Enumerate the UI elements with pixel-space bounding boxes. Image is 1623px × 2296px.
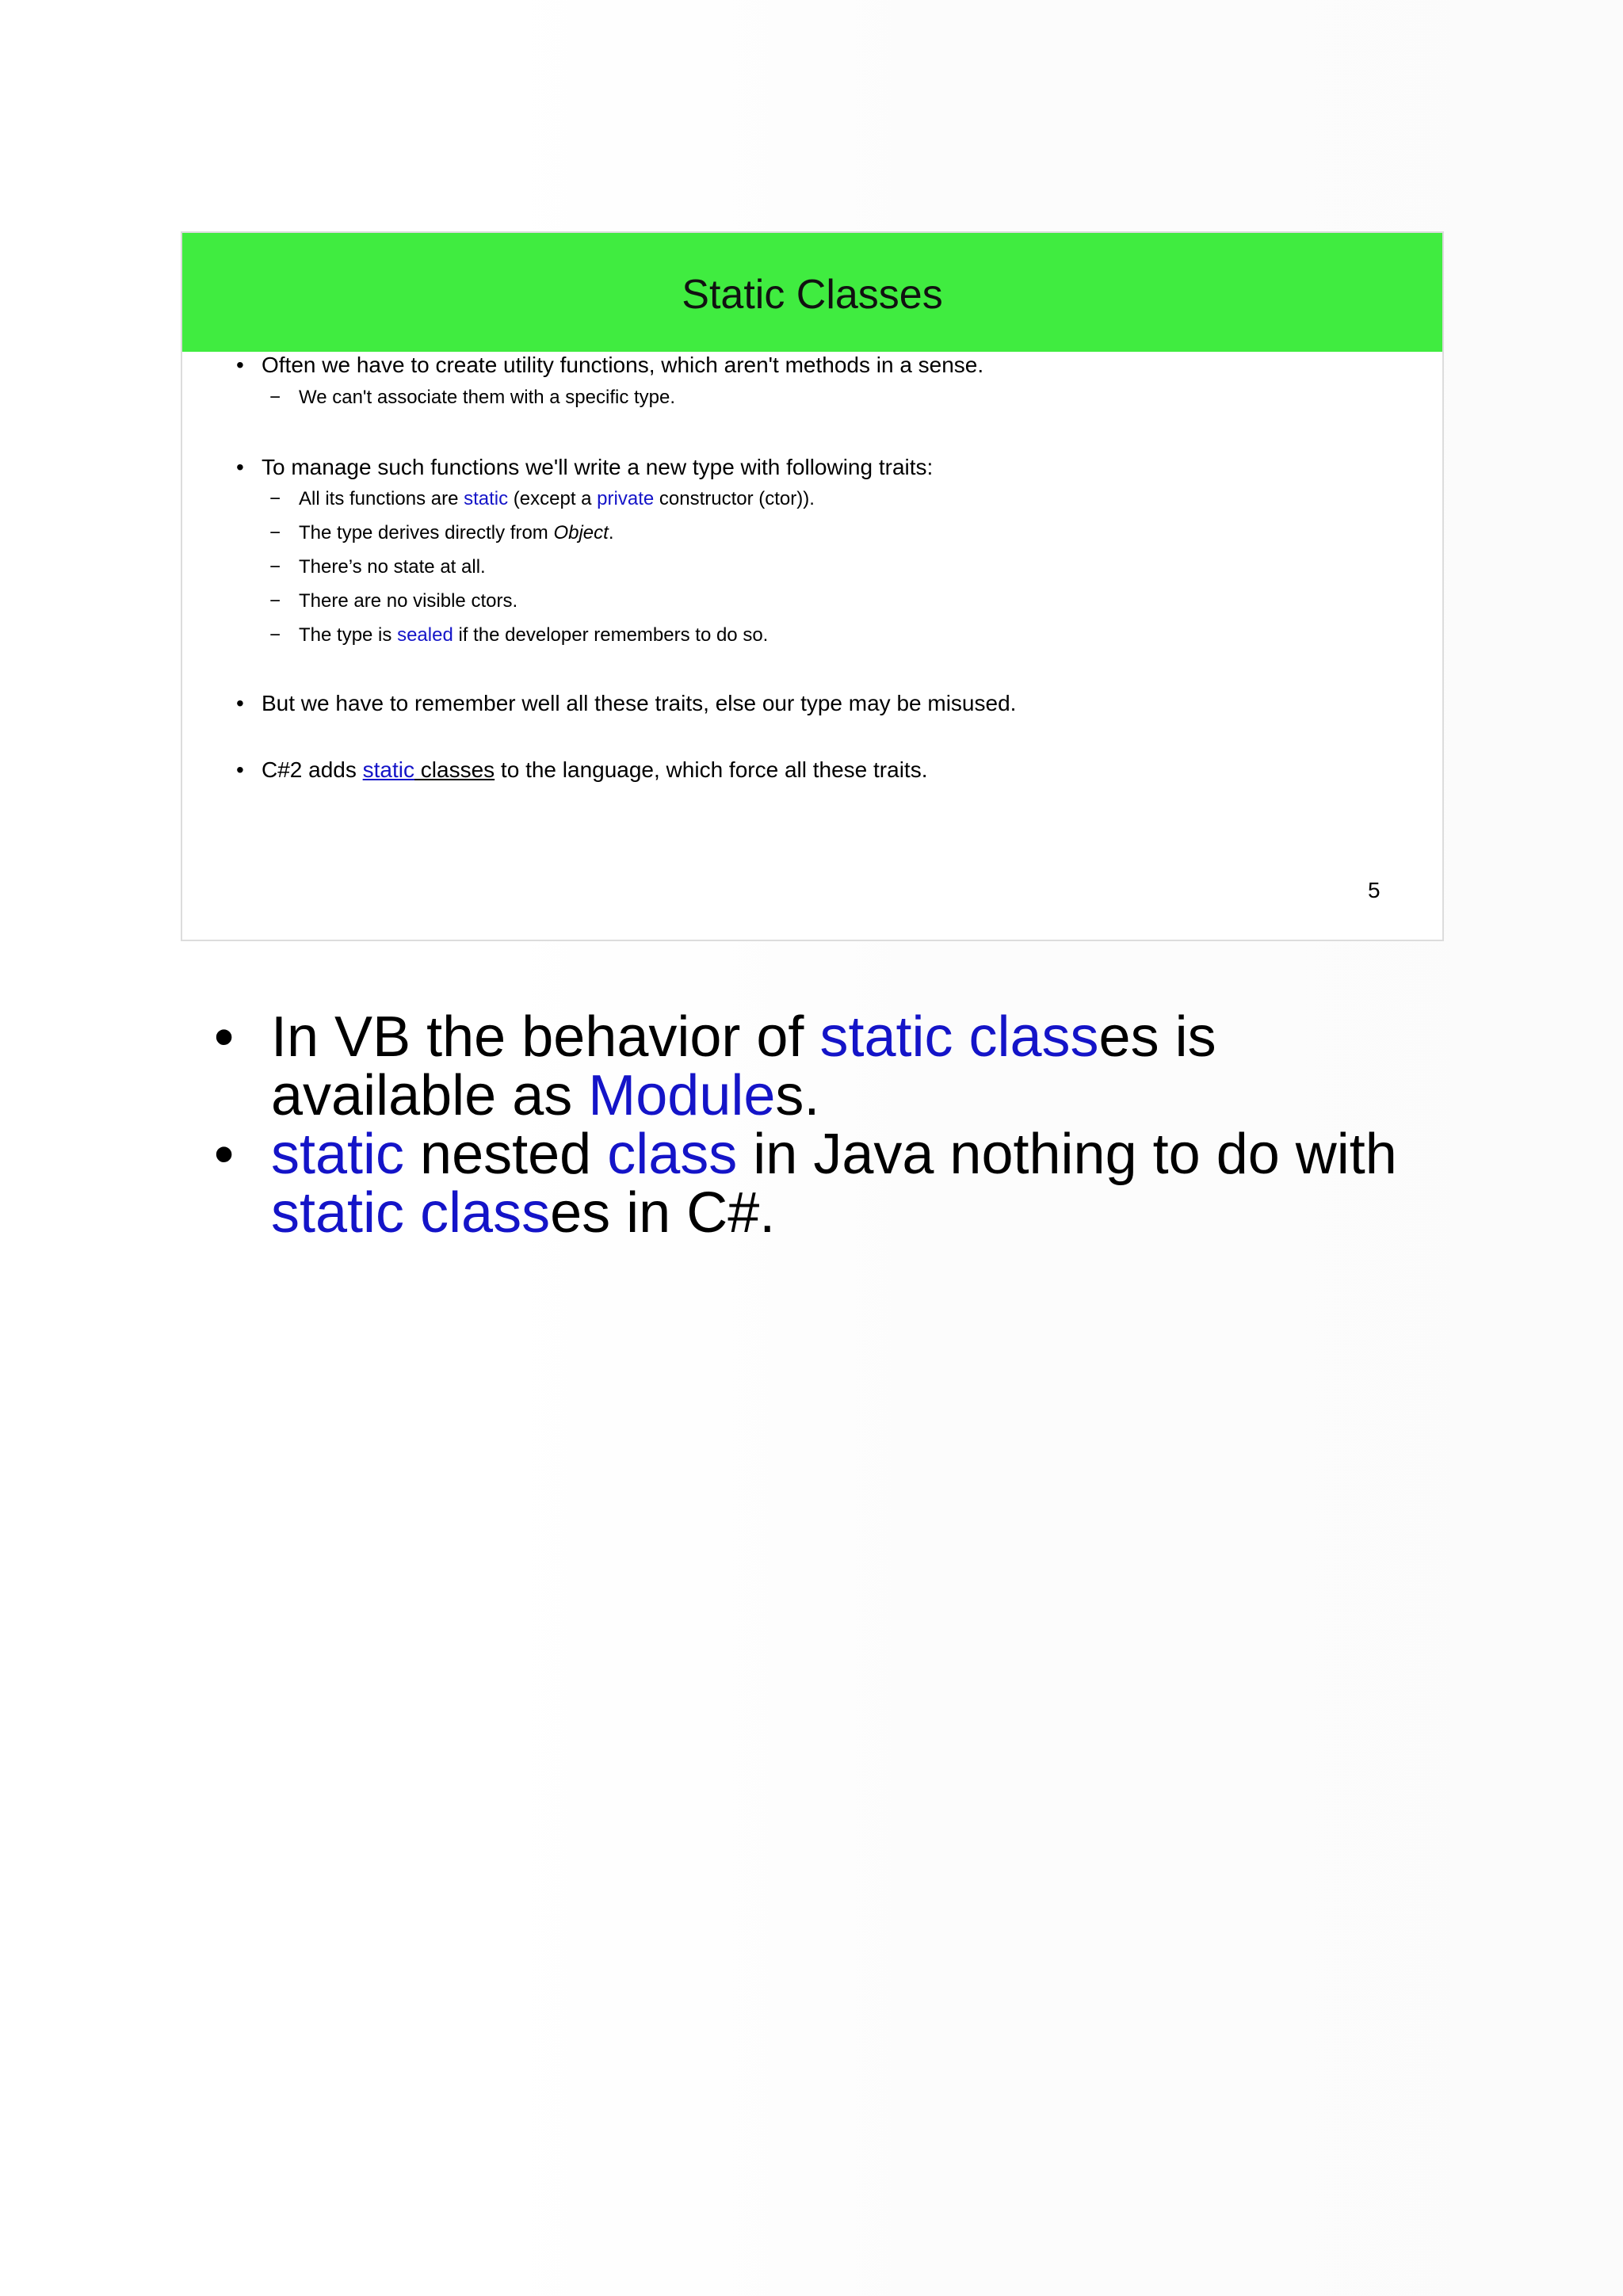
keyword-static: static [819,1005,953,1069]
bullet-icon: • [236,757,244,782]
sub-bullet-item [269,522,614,543]
bullet-icon: • [236,455,244,479]
bullet-icon: • [214,1123,235,1186]
keyword-private: private [597,488,655,509]
sub-bullet-item [269,387,676,408]
sub-bullet-text: There’s no state at all. [299,556,486,578]
slide-title: Static Classes [682,272,943,318]
speaker-notes [214,1005,1450,1245]
bullet-text: to the language, which force all these traits. [495,757,928,782]
dash-icon: − [269,556,281,578]
sub-bullet-text: if the developer remembers to do so. [453,624,769,646]
static-link[interactable]: static [362,757,414,782]
dash-icon: − [269,590,281,612]
bullet-item [236,757,928,782]
note-text: nested [404,1123,608,1186]
sub-bullet-item [269,590,518,612]
sub-bullet-text: (except a [508,488,598,509]
classes-link[interactable]: classes [414,757,495,782]
bullet-text: Often we have to create utility functions, which aren't methods in a sense. [262,353,984,377]
bullet-icon: • [214,1005,235,1069]
bullet-icon: • [236,691,244,715]
bullet-item [236,455,934,479]
note-item [214,1123,1450,1245]
note-text: es is available as [271,1005,1216,1127]
bullet-text: But we have to remember well all these traits, else our type may be misused. [262,691,1017,715]
sub-bullet-item [269,488,815,509]
dash-icon: − [269,522,281,543]
dash-icon: − [269,624,281,646]
bullet-item [236,353,984,377]
sub-bullet-text: There are no visible ctors. [299,590,518,612]
sub-bullet-text: The type is [299,624,398,646]
keyword-static: static [271,1123,405,1186]
bullet-text: To manage such functions we'll write a new type with following traits: [262,455,934,479]
keyword-class: class [607,1123,738,1186]
note-text: es in C#. [550,1181,776,1245]
sub-bullet-item [269,624,769,646]
keyword-sealed: sealed [397,624,453,646]
sub-bullet-text: We can't associate them with a specific type. [299,387,676,408]
keyword-class: class [968,1005,1099,1069]
dash-icon: − [269,488,281,509]
keyword-class: class [420,1181,551,1245]
sub-bullet-text: . [608,522,614,543]
sub-bullet-text: All its functions are [299,488,464,509]
dash-icon: − [269,387,281,408]
note-text: s. [775,1064,820,1127]
keyword-static: static [271,1181,405,1245]
note-text: in Java nothing to do with [737,1123,1397,1186]
note-space [404,1181,420,1245]
sub-bullet-text: constructor (ctor)). [654,488,815,509]
bullet-item [236,691,1017,715]
slide-title-bar [182,233,1442,352]
note-space [953,1005,968,1069]
sub-bullet-text: The type derives directly from [299,522,554,543]
keyword-module: Module [588,1064,776,1127]
note-text: In VB the behavior of [271,1005,820,1069]
keyword-static: static [464,488,509,509]
bullet-icon: • [236,353,244,377]
bullet-text: C#2 adds [262,757,363,782]
note-item [214,1005,1450,1127]
slide-frame [181,231,1444,941]
sub-bullet-item [269,556,486,578]
page-number: 5 [1368,878,1381,902]
object-term: Object [553,522,609,543]
